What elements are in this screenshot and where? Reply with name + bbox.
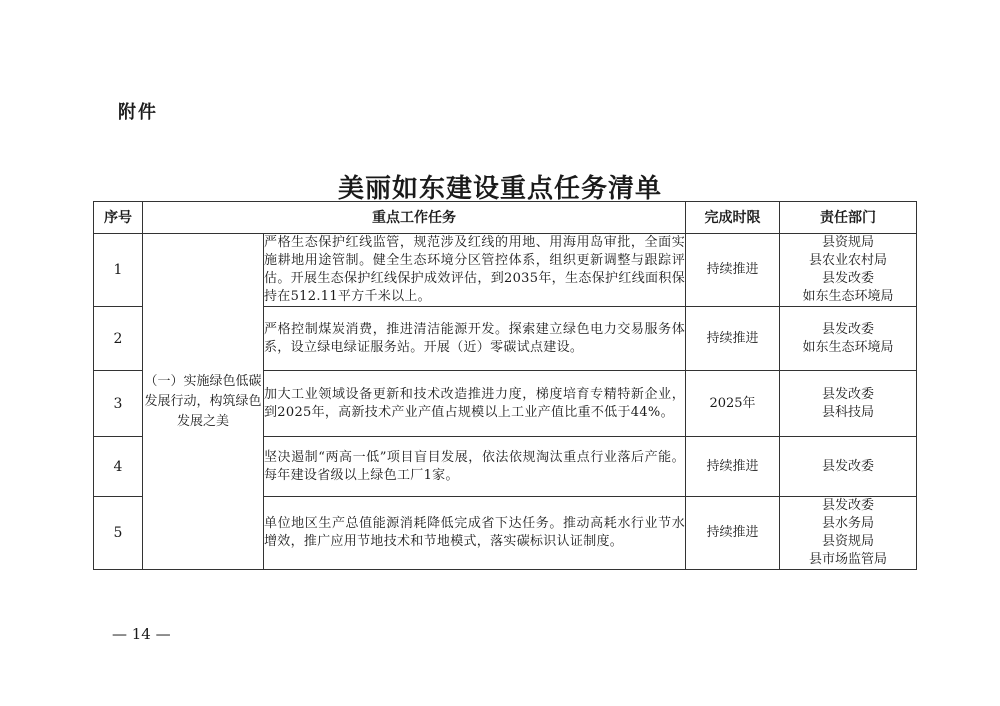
- department-name: 县发改委: [821, 271, 874, 286]
- row-index: 4: [94, 437, 143, 497]
- department-name: 县科技局: [821, 404, 874, 420]
- header-deadline: 完成时限: [686, 202, 780, 234]
- table-row: [94, 234, 917, 307]
- header-index: 序号: [94, 202, 143, 234]
- department-cell: [780, 371, 917, 437]
- row-index: 5: [94, 497, 143, 570]
- department-cell: [780, 307, 917, 371]
- deadline: 持续推进: [686, 437, 780, 497]
- task-text: 加大工业领域设备更新和技术改造推进力度，梯度培育专精特新企业，到2025年，高新技术产业产值占规模以上工业产值比重不低于44%。: [264, 371, 686, 437]
- department-name: 县农业农村局: [808, 253, 887, 268]
- department-name: 如东生态环境局: [802, 339, 894, 355]
- department-name: 县发改委: [821, 498, 874, 513]
- row-index: 1: [94, 234, 143, 307]
- department-name: 县市场监管局: [808, 552, 887, 567]
- row-index: 2: [94, 307, 143, 371]
- attachment-label: 附件: [118, 102, 158, 123]
- department-name: 县水务局: [821, 516, 874, 531]
- department-name: 县资规局: [821, 534, 874, 549]
- task-table: [93, 201, 917, 570]
- department-name: 县资规局: [821, 235, 874, 250]
- department-name: 县发改委: [821, 386, 874, 402]
- page-number: — 14 —: [112, 625, 171, 643]
- row-index: 3: [94, 371, 143, 437]
- task-text: 坚决遏制“两高一低”项目盲目发展，依法依规淘汰重点行业落后产能。每年建设省级以上绿色工厂1家。: [264, 437, 686, 497]
- task-text: 单位地区生产总值能源消耗降低完成省下达任务。推动高耗水行业节水增效，推广应用节地技术和节地模式，落实碳标识认证制度。: [264, 497, 686, 570]
- department-cell: [780, 234, 917, 307]
- task-text: 严格控制煤炭消费，推进清洁能源开发。探索建立绿色电力交易服务体系，设立绿电绿证服务站。开展（近）零碳试点建设。: [264, 307, 686, 371]
- document-title: 美丽如东建设重点任务清单: [337, 174, 662, 204]
- department-cell: [780, 437, 917, 497]
- deadline: 2025年: [686, 371, 780, 437]
- header-task: 重点工作任务: [143, 202, 686, 234]
- department-name: 县发改委: [821, 458, 874, 474]
- table-header-row: [94, 202, 917, 234]
- deadline: 持续推进: [686, 497, 780, 570]
- header-department: 责任部门: [780, 202, 917, 234]
- deadline: 持续推进: [686, 307, 780, 371]
- department-name: 如东生态环境局: [802, 289, 894, 304]
- department-name: 县发改委: [821, 321, 874, 337]
- deadline: 持续推进: [686, 234, 780, 307]
- department-cell: [780, 497, 917, 570]
- task-group-label: （一）实施绿色低碳发展行动，构筑绿色发展之美: [143, 234, 264, 570]
- task-text: 严格生态保护红线监管，规范涉及红线的用地、用海用岛审批，全面实施耕地用途管制。健全生态环境分区管控体系，组织更新调整与跟踪评估。开展生态保护红线保护成效评估，到2035年，生态保护红线面积保持在512.11平方千米以上。: [264, 234, 686, 307]
